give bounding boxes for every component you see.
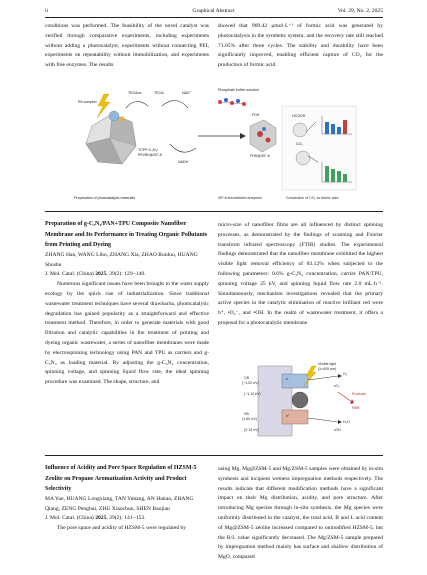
label-cb: CB [244,376,249,380]
article2-left-column [45,463,209,534]
label-fdh-zif8: FDH@ZIF-8 [250,154,270,158]
article2-body-right: using Mg, Mg@ZSM-5 and Mg/ZSM-5 samples were obtained by in-situ synthesis and incipient wetness impregnation methods respectively. The results indicate that different modification methods have a significant impact on their Mg distribution, acidity, and pore structure. After introducing Mg species through in-situ synthesis, the Mg species were uniformly distributed in the catalyst, the total acid, B and L acid content of Mg@ZSM-5 zeolite increased compared to unmodified HZSM-5, but the B/L value significantly decreased. The Mg/ZSM-5 sample prepared by impregnation method mainly has surface and shallow distribution of MgO, compared [218,466,383,561]
label-products: Products [352,392,367,396]
top-right-text: showed that 969.42 μmol·L⁻¹ of formic acid was generated by photocatalysis in the synthetic system, and the recovery rate still reached 71.05% after three cycles. The stability and durability have been significantly improved, enabling efficient capture of CO₂ for the production of formic acid. [218,23,383,69]
article2-authors: MA Yue, HUANG Longxiang, TAN Yuhang, AN Haitao, ZHANG Qiang, ZENG Penghui, ZHU Xiaochun, SHEN Baojian [45,495,194,512]
section-rule-1 [45,211,383,212]
label-nadh: NADH [178,160,189,164]
caption-preparation: Preparation of photocatalytic materials [74,196,136,200]
label-teoaox: TEOAox [128,91,142,95]
article1-title: Preparation of g-C₃N₄/PAN+TPU Composite Nanofiber Membrane and Its Performance in Treating Organic Pollutants from Printing and Dyeing [45,221,208,249]
article1-left-column [45,219,209,388]
label-o2: O₂ [343,372,348,376]
label-wavelength: (λ>420 nm) [318,367,337,371]
label-nad: NAD⁺ [182,91,192,95]
label-tcpp: TCPP-C₃N₄/ [138,148,158,152]
caption-zif8: ZIF-8 immobilized enzymes [218,196,262,200]
light-bolt-icon [97,94,110,118]
label-rh: Rh complex [78,100,97,104]
label-hcooh: HCOOH [292,114,306,118]
photocatalysis-diagram [70,86,360,206]
running-header: Graphical Abstract [192,8,235,14]
label-cb-energy: (−1.02 eV) [242,381,259,385]
photocatalysis-figure [70,86,360,206]
label-phosphate: Phosphate buffer solution [218,88,259,92]
caption-conversion: Conversion of CO₂ to formic acid [286,196,339,200]
label-hole: h⁺ [286,414,290,418]
label-o2-radical: •O₂⁻ [334,384,342,388]
volume-info: Vol. 39, No. 2, 2025 [337,8,383,14]
page-number: ii [45,8,49,14]
phosphate-molecules [218,98,246,106]
article1-authors: ZHANG Han, WANG Libo, ZHANG Xia, ZHAO Ruiduo, HUANG Shushu [45,251,198,268]
article1-body-right: micro-size of nanofiber films are all influenced by distinct spinning processes, as demonstrated by the findings of scanning and Fourier transform infrared spectroscopy (FTIR) studies. The experimental findings demonstrated that the nanofiber membrane exhibited the highest visible light removal efficiency of 83.12% when subjected to the following parameters: 0.6% g-C₃N₄ concentration, carrier PAN/TPU, spinning voltage 25 kV, and spinning liquid flow rate 2.0 mL·h⁻¹. Simultaneously, mechanism investigations revealed that the primary active species in the catalytic elimination of reactive brilliant red were h⁺, •O₂⁻, and •OH. In the realm of wastewater treatment, it offers a proposal for a photocatalytic membrane. [218,222,383,326]
label-co2: CO₂ [296,142,303,146]
label-h2o: H₂O [343,420,350,424]
article2-body-left: The pore space and acidity of HZSM-5 were regulated by [57,525,187,532]
top-left-text: conditions was performed. The feasibility of the novel catalyst was verified through comparative experiments, including experiments without adding a photocatalyst, experiments without connecting PEI, experiments on repeatability without immobilization, and experiments with free enzymes. The results [45,23,209,69]
label-rbr: RBR [352,406,360,410]
header-rule [45,17,383,18]
membrane-mechanism-diagram [242,362,372,440]
label-vb: VB [244,412,249,416]
label-teoa: TEOA [154,91,164,95]
label-cb-energy-2: (−1.11 eV) [244,392,261,396]
label-vb-energy: (1.60 eV) [242,417,257,421]
label-pei: PEI/Rh@ZIF-8 [138,153,162,157]
article2-citation: J. Mol. Catal. (China) 2025, 39(2): 141−153. [45,515,146,522]
rh-complex-icon [109,111,119,121]
article2-title: Influence of Acidity and Pore Space Regulation of HZSM-5 Zeolite on Propane Aromatization Activity and Product Selectivity [45,465,197,493]
section-rule-2 [45,455,383,456]
label-fdh: FDH [252,113,260,117]
label-oh-radical: •OH [334,428,341,432]
article1-citation: J. Mol. Catal. (China) 2025, 39(2): 129−140. [45,271,146,278]
article1-body-left: Numerous significant issues have been brought to the water supply ecology by the quick rise of industrialization. Since traditional wastewater treatment techniques have several drawbacks, photocatalytic degradation has gained popularity as a straightforward and effective treatment method. Therefore, in order to generate materials with good filtration and catalytic capabilities in the treatment of printing and dyeing organic wastewater, a series of nanofiber membranes were made by electrospinning technology using PAN and TPU as carriers and g-C₃N₄ as loading material. By adjusting the g-C₃N₄ concentration, spinning voltage, and spinning liquid flow rate, the ideal spinning procedure was examined. The shape, structure, and [45,281,209,386]
membrane-mechanism-figure [242,362,372,440]
label-visible-light: Visible light [318,362,337,366]
label-vb-energy-2: (2.13 eV) [244,428,259,432]
fdh-zif8-particle [250,120,276,152]
catalyst-sphere [292,392,308,408]
label-electron: e⁻ [286,377,290,381]
